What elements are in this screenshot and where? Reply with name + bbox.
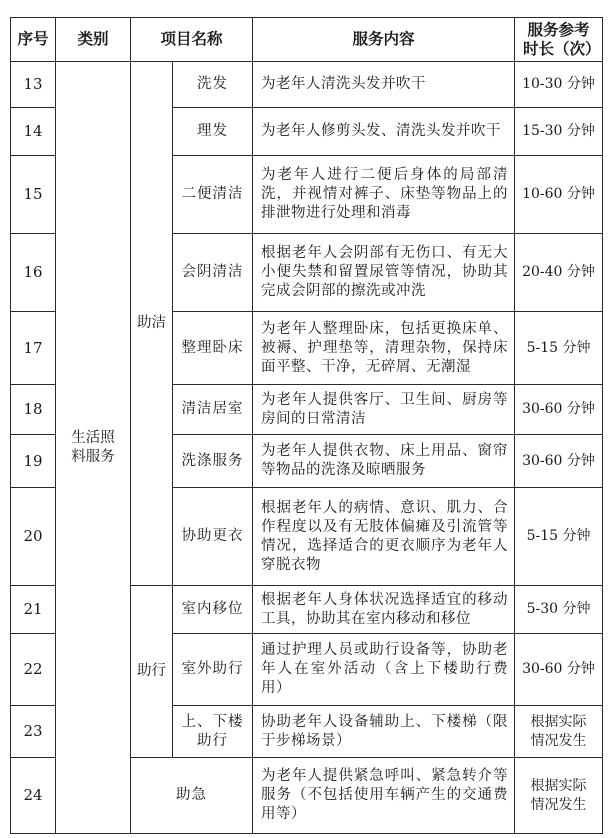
row-number: 22 <box>11 634 56 706</box>
service-content: 为老年人提供客厅、卫生间、厨房等房间的日常清洁 <box>253 385 515 435</box>
row-number: 16 <box>11 234 56 312</box>
service-duration: 15-30 分钟 <box>515 108 603 156</box>
table-header-row <box>11 18 603 62</box>
service-duration: 30-60 分钟 <box>515 634 603 706</box>
service-content: 根据老年人的病情、意识、肌力、合作程度以及有无肢体偏瘫及引流管等情况，选择适合的更衣顺序为老年人穿脱衣物 <box>253 488 515 586</box>
service-duration: 10-60 分钟 <box>515 156 603 234</box>
service-content: 为老年人提供紧急呼叫、紧急转介等服务（不包括使用车辆产生的交通费用等） <box>253 758 515 834</box>
item-name: 协助更衣 <box>173 488 253 586</box>
row-number: 17 <box>11 312 56 385</box>
service-duration: 20-40 分钟 <box>515 234 603 312</box>
item-name: 整理卧床 <box>173 312 253 385</box>
row-number: 14 <box>11 108 56 156</box>
row-number: 19 <box>11 435 56 488</box>
category-cell: 生活照料服务 <box>56 62 131 834</box>
service-content: 协助老年人设备辅助上、下楼梯（限于步梯场景） <box>253 706 515 758</box>
service-content: 为老年人修剪头发、清洗头发并吹干 <box>253 108 515 156</box>
service-content: 为老年人整理卧床，包括更换床单、被褥、护理垫等，清理杂物，保持床面平整、干净，无碎屑、无潮湿 <box>253 312 515 385</box>
service-content: 根据老年人会阴部有无伤口、有无大小便失禁和留置尿管等情况，协助其完成会阴部的擦洗或冲洗 <box>253 234 515 312</box>
header-category: 类别 <box>56 18 131 62</box>
row-number: 21 <box>11 586 56 634</box>
service-content: 为老年人进行二便后身体的局部清洗，并视情对裤子、床垫等物品上的排泄物进行处理和消毒 <box>253 156 515 234</box>
header-content: 服务内容 <box>253 18 515 62</box>
group-cell-zhuxing: 助行 <box>131 586 173 758</box>
row-number: 18 <box>11 385 56 435</box>
item-name: 洗发 <box>173 62 253 108</box>
service-duration: 30-60 分钟 <box>515 385 603 435</box>
row-number: 20 <box>11 488 56 586</box>
item-name: 会阴清洁 <box>173 234 253 312</box>
service-duration: 根据实际情况发生 <box>515 706 603 758</box>
header-seq: 序号 <box>11 18 56 62</box>
row-number: 23 <box>11 706 56 758</box>
header-duration: 服务参考时长（次） <box>515 18 603 62</box>
service-duration: 5-30 分钟 <box>515 586 603 634</box>
service-content: 通过护理人员或助行设备等，协助老年人在室外活动（含上下楼助行费用） <box>253 634 515 706</box>
service-content: 为老年人清洗头发并吹干 <box>253 62 515 108</box>
item-name: 助急 <box>131 758 253 834</box>
service-duration: 根据实际情况发生 <box>515 758 603 834</box>
item-name: 理发 <box>173 108 253 156</box>
service-table <box>10 17 603 834</box>
item-name: 二便清洁 <box>173 156 253 234</box>
table-row <box>11 62 603 108</box>
row-number: 24 <box>11 758 56 834</box>
group-cell-zhujie: 助洁 <box>131 62 173 586</box>
header-item-name: 项目名称 <box>131 18 253 62</box>
service-content: 为老年人提供衣物、床上用品、窗帘等物品的洗涤及晾晒服务 <box>253 435 515 488</box>
item-name: 洗涤服务 <box>173 435 253 488</box>
service-duration: 30-60 分钟 <box>515 435 603 488</box>
row-number: 13 <box>11 62 56 108</box>
item-name: 上、下楼助行 <box>173 706 253 758</box>
item-name: 室内移位 <box>173 586 253 634</box>
service-content: 根据老年人身体状况选择适宜的移动工具，协助其在室内移动和移位 <box>253 586 515 634</box>
service-duration: 5-15 分钟 <box>515 312 603 385</box>
service-duration: 5-15 分钟 <box>515 488 603 586</box>
row-number: 15 <box>11 156 56 234</box>
item-name: 清洁居室 <box>173 385 253 435</box>
service-duration: 10-30 分钟 <box>515 62 603 108</box>
item-name: 室外助行 <box>173 634 253 706</box>
